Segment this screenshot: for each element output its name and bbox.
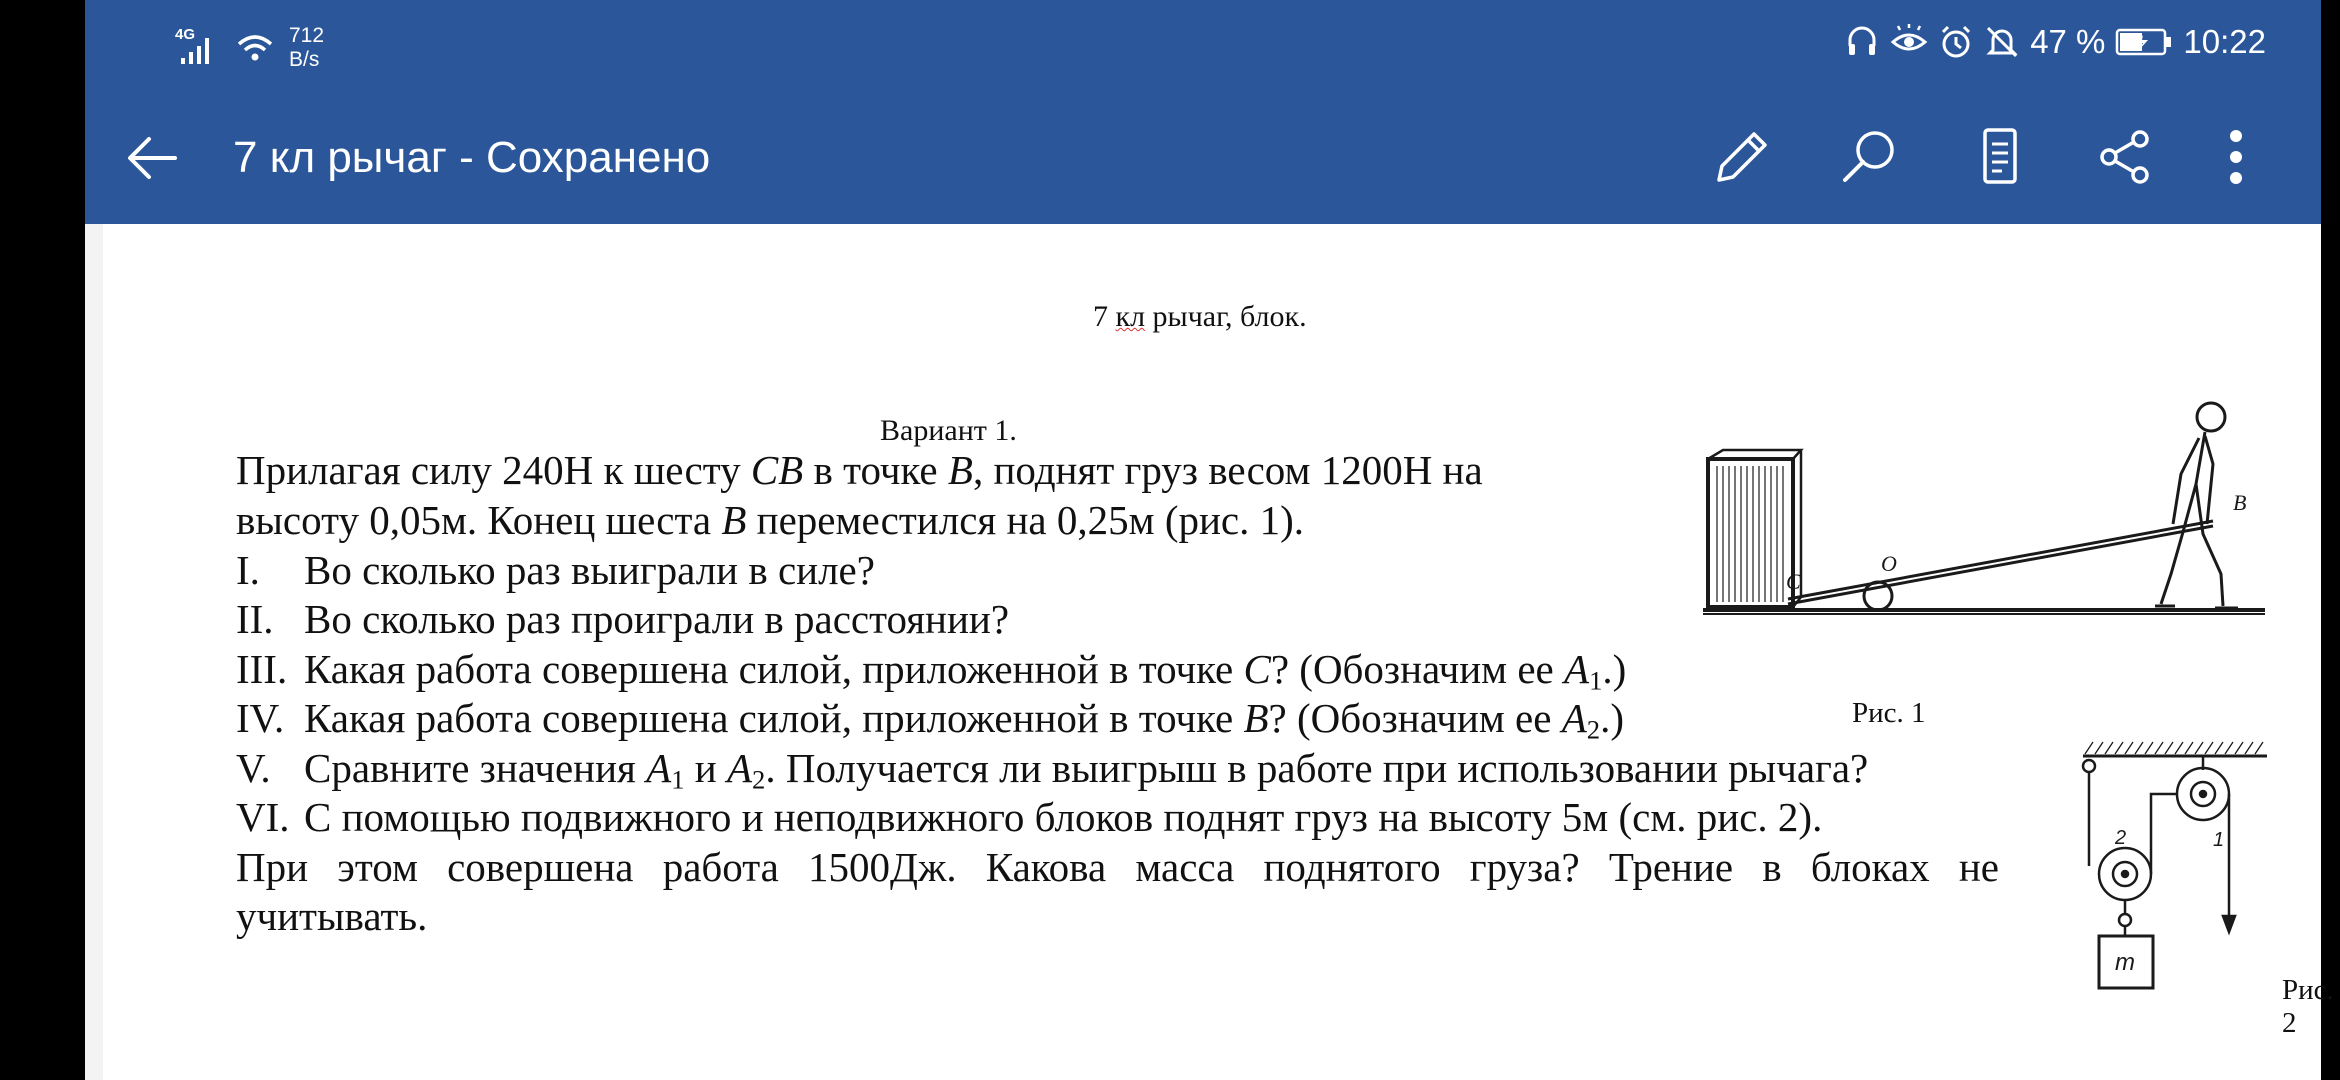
eye-comfort-icon xyxy=(1890,24,1928,60)
label-pulley-2: 2 xyxy=(2115,827,2127,849)
top-bar xyxy=(85,0,2321,224)
more-vert-icon[interactable] xyxy=(2211,122,2261,192)
question-4: IV. Какая работа совершена силой, приложенной в точке B? (Обозначим ее $A_2$.) xyxy=(236,695,1624,745)
figure-1-lever xyxy=(1693,374,2283,619)
battery-icon xyxy=(2115,26,2173,58)
spellcheck-flagged-word: кл xyxy=(1115,300,1146,333)
signal-icon xyxy=(175,28,221,68)
document-body xyxy=(103,224,2334,1080)
network-type: 4G xyxy=(175,26,196,43)
intro-line-2: высоту 0,05м. Конец шеста B переместился на 0,25м (рис. 1). xyxy=(236,497,1305,543)
share-icon[interactable] xyxy=(2091,122,2161,192)
question-1: I. Во сколько раз выиграли в силе? xyxy=(236,547,875,593)
speed-unit: B/s xyxy=(289,48,320,71)
status-bar-right xyxy=(1844,18,2266,66)
pencil-icon[interactable] xyxy=(1707,122,1777,192)
alarm-icon xyxy=(1938,24,1974,60)
clock-time: 10:22 xyxy=(2183,23,2266,60)
headset-icon xyxy=(1844,24,1880,60)
wifi-icon xyxy=(235,30,275,66)
figure-2-caption: Рис. 2 xyxy=(2282,974,2334,1039)
mute-icon xyxy=(1984,24,2020,60)
network-speed xyxy=(289,24,324,72)
reading-view-icon[interactable] xyxy=(1965,122,2035,192)
search-icon[interactable] xyxy=(1835,122,1905,192)
label-pulley-1: 1 xyxy=(2213,829,2225,851)
back-arrow-icon[interactable] xyxy=(123,128,183,188)
label-mass: m xyxy=(2115,949,2135,976)
question-3: III. Какая работа совершена силой, приложенной в точке C? (Обозначим ее $A_1$.) xyxy=(236,646,1627,696)
intro-line-1: Прилагая силу 240Н к шесту CB в точке B, поднят груз весом 1200Н на xyxy=(236,447,1483,493)
question-6: VI. С помощью подвижного и неподвижного блоков поднят груз на высоту 5м (см. рис. 2). xyxy=(236,794,1823,840)
question-6-line-2: При этом совершена работа 1500Дж. Какова масса поднятого груза? Трение в блоках не xyxy=(236,844,1999,890)
figure-2-pulleys xyxy=(2075,736,2275,1046)
label-o: O xyxy=(1881,551,1897,576)
question-5: V. Сравните значения $A_1$ и $A_2$. Получается ли выигрыш в работе при использовании рычага? xyxy=(236,745,1869,795)
label-c: C xyxy=(1786,569,1801,594)
document-title: 7 кл рычаг - Сохранено xyxy=(233,133,711,182)
app-window xyxy=(85,0,2334,1080)
variant-heading: Вариант 1. xyxy=(880,414,1017,447)
document-page[interactable] xyxy=(103,224,2334,1080)
doc-heading: 7 кл рычаг, блок. xyxy=(1093,300,1307,333)
question-6-line-3: учитывать. xyxy=(236,893,428,939)
question-2: II. Во сколько раз проиграли в расстоянии? xyxy=(236,596,1010,642)
battery-percent: 47 % xyxy=(2030,23,2106,60)
status-bar-left xyxy=(175,18,324,78)
speed-value: 712 xyxy=(289,24,325,47)
figure-1-caption: Рис. 1 xyxy=(1852,697,1926,729)
label-b: B xyxy=(2233,490,2247,515)
